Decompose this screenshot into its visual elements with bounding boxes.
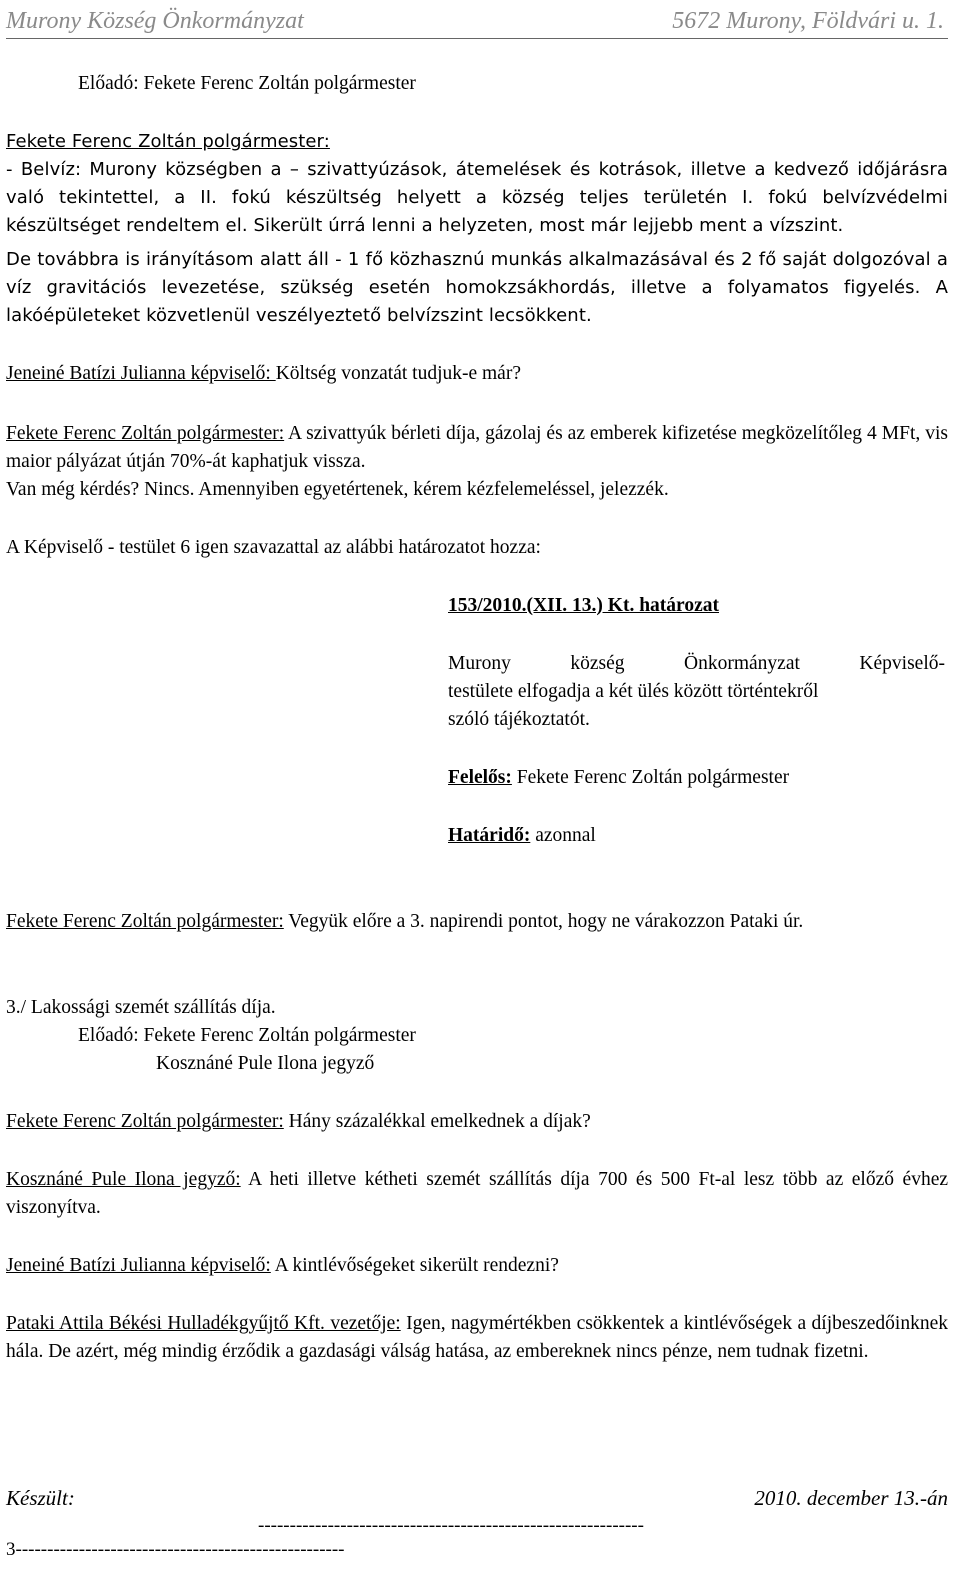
footer-prepared-label: Készült: [6, 1486, 75, 1510]
vote-statement: A Képviselő - testület 6 igen szavazattal az alábbi határozatot hozza: [6, 537, 541, 558]
question-fees: Fekete Ferenc Zoltán polgármester: Hány százalékkal emelkednek a díjak? [6, 1111, 591, 1132]
paragraph-text: - Belvíz: Murony községben a – szivattyúzások, átemelések és kotrások, illetve a kedvező időjárásra való tekintettel, a II. fokú készültség helyett a község teljes területén I. fokú belvízvédelmi készültséget rendeltem el. Sikerült úrrá lenni a helyzeten, most már lejjebb ment a vízszint. [6, 159, 948, 236]
answer-text-2: Van még kérdés? Nincs. Amennyiben egyetértenek, kérem kézfelemeléssel, jelezzék. [6, 479, 669, 500]
answer-fees: Kosznáné Pule Ilona jegyző: A heti illetve kétheti szemét szállítás díja 700 és 500 Ft-al lesz több az előző évhez viszonyítva. [6, 1169, 949, 1218]
answer-text: A szivattyúk bérleti díja, gázolaj és az emberek kifizetése megközelítőleg 4 MFt, vis maior pályázat útján 70%-át kaphatjuk vissza. [6, 423, 948, 472]
paragraph-continued [6, 246, 948, 330]
page-number-line: 3---------------------------------------------------- [6, 1539, 345, 1560]
speaker-label: Jeneiné Batízi Julianna képviselő: [6, 1255, 271, 1276]
question-text: Költség vonzatát tudjuk-e már? [275, 363, 521, 384]
answer-receivables: Pataki Attila Békési Hulladékgyűjtő Kft. vezetője: Igen, nagymértékben csökkentek a kintlévőségek a díjbeszedőinknek hála. De azért, még mindig érződik a gazdasági válság hatása, az embereknek nincs pénze, nem tudnak fizetni. [6, 1313, 948, 1362]
question-cost [6, 360, 948, 388]
speaker-label: Jeneiné Batízi Julianna képviselő: [6, 363, 276, 384]
resolution-number: 153/2010.(XII. 13.) Kt. határozat [448, 595, 719, 616]
speaker-label: Kosznáné Pule Ilona jegyző: [6, 1169, 241, 1190]
paragraph-text: De továbbra is irányításom alatt áll - 1 fő közhasznú munkás alkalmazásával és 2 fő saját dolgozóval a víz gravitációs levezetése, szükség esetén homokzsákhordás, illetve a folyamatos figyelés. A lakóépületeket közvetlenül veszélyeztető belvízszint lecsökkent. [6, 249, 948, 326]
presenter-line: Előadó: Fekete Ferenc Zoltán polgármester [78, 73, 416, 94]
agenda-presenter-2: Kosznáné Pule Ilona jegyző [156, 1053, 375, 1074]
agenda-item-3 [6, 994, 948, 1078]
footer-prepared [6, 1484, 948, 1512]
agenda-title: 3./ Lakossági szemét szállítás díja. [6, 997, 276, 1018]
answer-cost [6, 420, 948, 504]
speaker-label: Fekete Ferenc Zoltán polgármester: [6, 423, 285, 444]
speaker-label: Pataki Attila Békési Hulladékgyűjtő Kft. vezetője: [6, 1313, 401, 1334]
header-address: 5672 Murony, Földvári u. 1. [672, 8, 944, 34]
speaker-label: Fekete Ferenc Zoltán polgármester: [6, 131, 330, 152]
speaker-label: Fekete Ferenc Zoltán polgármester: [6, 1111, 284, 1132]
resolution-deadline: Határidő: azonnal [448, 825, 596, 846]
footer-separator: ------------------------------------------------------------- 3---------------------------------------------------- [6, 1514, 948, 1562]
resolution-responsible: Felelős: Fekete Ferenc Zoltán polgármester [448, 767, 790, 788]
speaker-label: Fekete Ferenc Zoltán polgármester: [6, 911, 284, 932]
paragraph-belviz [6, 128, 948, 240]
footer-date: 2010. december 13.-án [754, 1486, 948, 1510]
paragraph-reorder: Fekete Ferenc Zoltán polgármester: Vegyük előre a 3. napirendi pontot, hogy ne várakozzon Pataki úr. [6, 911, 804, 932]
question-receivables: Jeneiné Batízi Julianna képviselő: A kintlévőségeket sikerült rendezni? [6, 1255, 559, 1276]
header-organization: Murony Község Önkormányzat [6, 8, 304, 34]
resolution-body: Murony község Önkormányzat Képviselő- testülete elfogadja a két ülés között történtekről szóló tájékoztatót. [448, 653, 945, 730]
page-header [6, 6, 948, 39]
agenda-presenter-1: Előadó: Fekete Ferenc Zoltán polgármester [78, 1025, 416, 1046]
